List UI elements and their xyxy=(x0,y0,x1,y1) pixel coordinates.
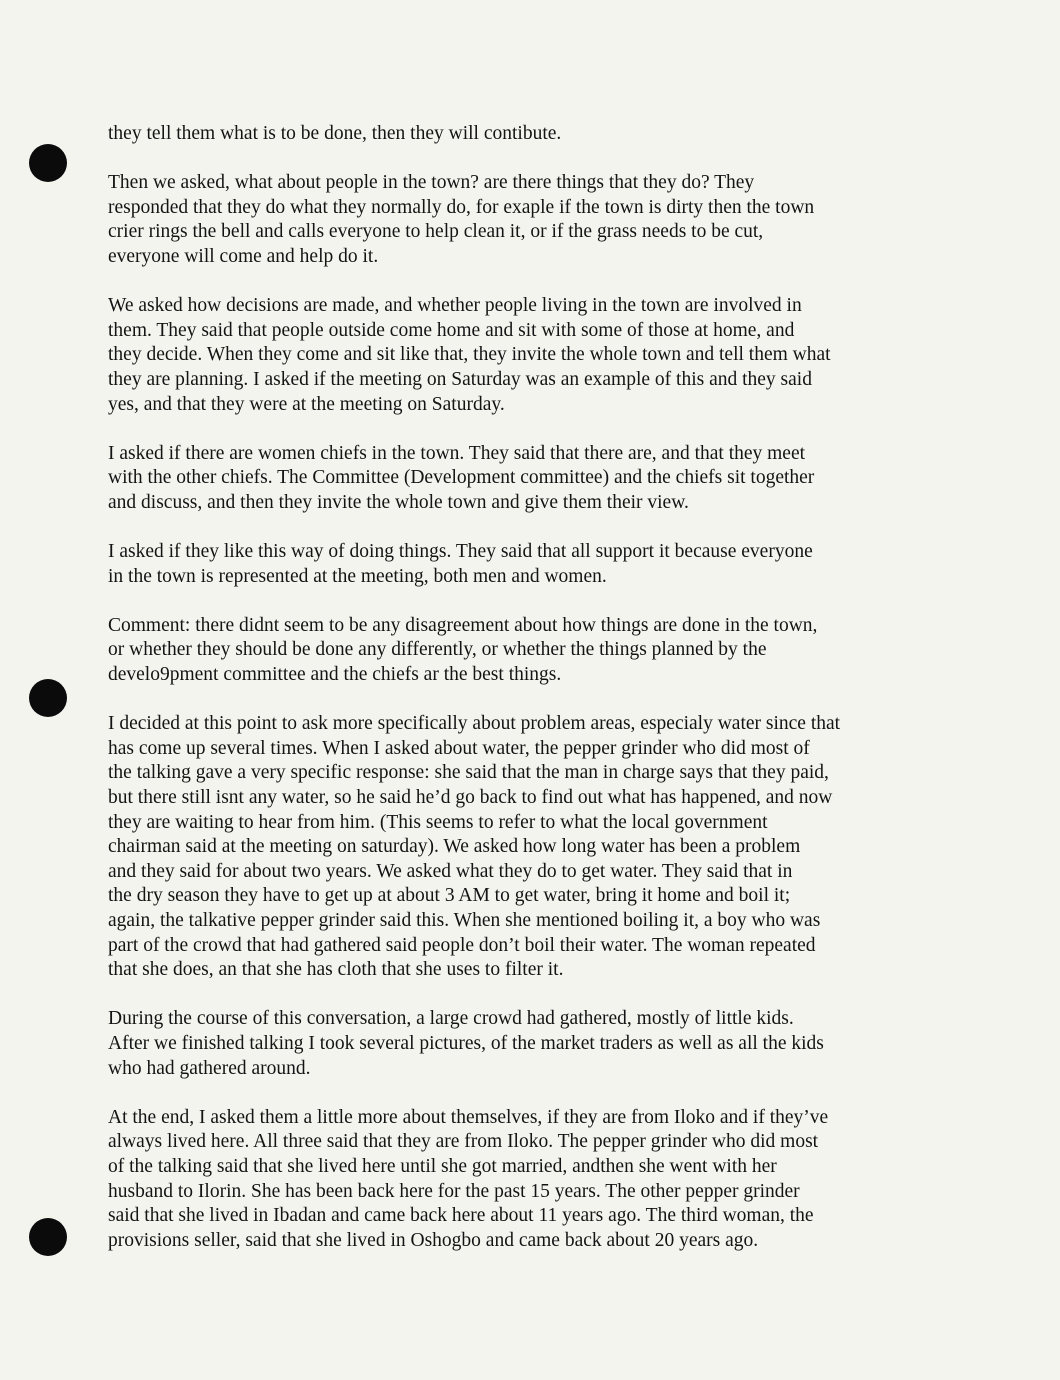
binder-hole-bottom xyxy=(29,1218,67,1256)
paragraph: I asked if there are women chiefs in the town. They said that there are, and that they meet with the other chiefs. The Committee (Development committee) and the chiefs sit together and discuss, and then they invite the whole town and give them their view. xyxy=(108,442,815,513)
paragraph: We asked how decisions are made, and whether people living in the town are involved in them. They said that people outside come home and sit with some of those at home, and they decide. When they come and sit like that, they invite the whole town and tell them what they are planning. I asked if the meeting on Saturday was an example of this and they said yes, and that they were at the meeting on Saturday. xyxy=(108,295,831,415)
paragraph: At the end, I asked them a little more about themselves, if they are from Iloko and if they’ve always lived here. All three said that they are from Iloko. The pepper grinder who did most of the talking said that she lived here until she got married, andthen she went with her husband to Ilorin. She has been back here for the past 15 years. The other pepper grinder said that she lived in Ibadan and came back here about 11 years ago. The third woman, the provisions seller, said that she lived in Oshogbo and came back about 20 years ago. xyxy=(108,1106,829,1251)
document-body xyxy=(108,122,938,1278)
binder-hole-middle xyxy=(29,679,67,717)
paragraph: Comment: there didnt seem to be any disagreement about how things are done in the town, or whether they should be done any differently, or whether the things planned by the develo9pment committee and the chiefs ar the best things. xyxy=(108,614,818,686)
paragraph: Then we asked, what about people in the town? are there things that they do? They responded that they do what they normally do, for exaple if the town is dirty then the town crier rings the bell and calls everyone to help clean it, or if the grass needs to be cut, everyone will come and help do it. xyxy=(108,172,815,267)
binder-hole-top xyxy=(29,144,67,182)
paragraph: During the course of this conversation, a large crowd had gathered, mostly of little kids. After we finished talking I took several pictures, of the market traders as well as all the kids who had gathered around. xyxy=(108,1008,824,1079)
paragraph: they tell them what is to be done, then they will contibute. xyxy=(108,123,562,144)
paragraph: I asked if they like this way of doing things. They said that all support it because everyone in the town is represented at the meeting, both men and women. xyxy=(108,541,813,587)
paragraph: I decided at this point to ask more specifically about problem areas, especialy water since that has come up several times. When I asked about water, the pepper grinder who did most of the talking gave a very specific response: she said that the man in charge says that they paid, but there still isnt any water, so he said he’d go back to find out what has happened, and now they are waiting to hear from him. (This seems to refer to what the local government chairman said at the meeting on saturday). We asked how long water has been a problem and they said for about two years. We asked what they do to get water. They said that in the dry season they have to get up at about 3 AM to get water, bring it home and boil it; again, the talkative pepper grinder said this. When she mentioned boiling it, a boy who was part of the crowd that had gathered said people don’t boil their water. The woman repeated that she does, an that she has cloth that she uses to filter it. xyxy=(108,713,841,981)
